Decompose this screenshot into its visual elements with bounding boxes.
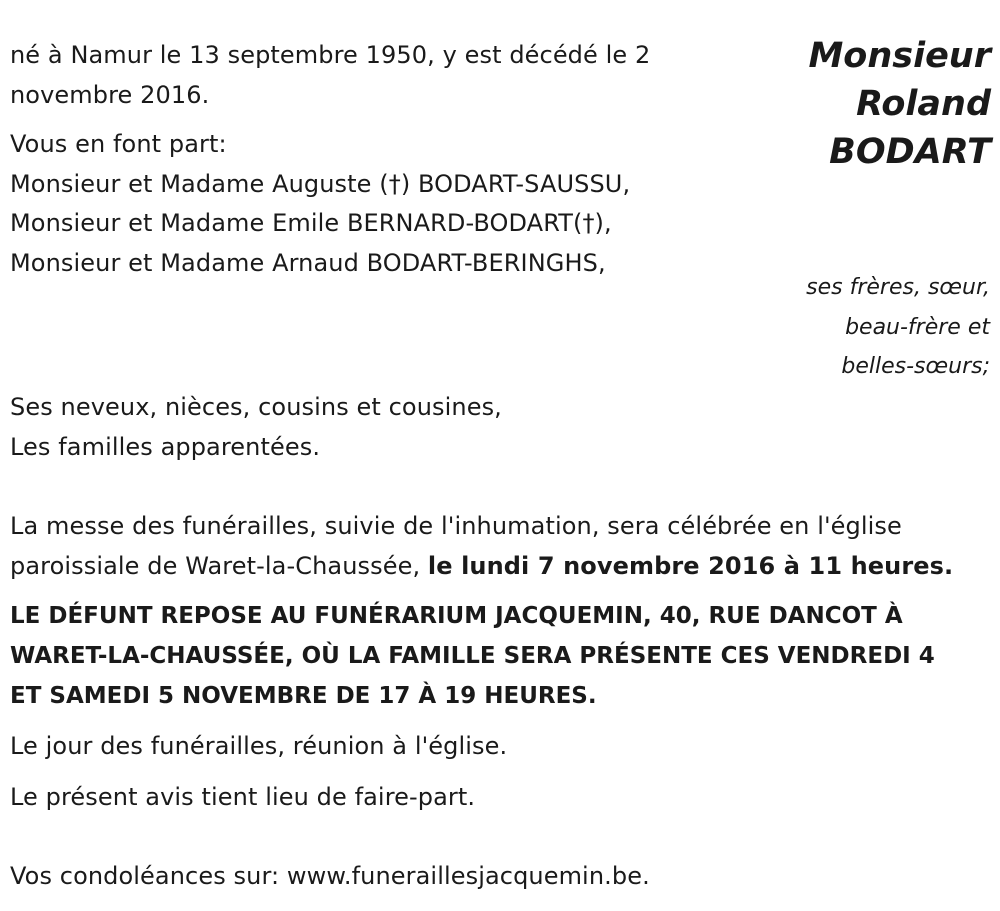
family-line-1: Monsieur et Madame Auguste (†) BODART-SAUSSU,	[10, 170, 631, 198]
visitation-line-1: LE DÉFUNT REPOSE AU FUNÉRARIUM JACQUEMIN, 40, RUE DANCOT À	[10, 603, 903, 629]
ceremony-line-2	[10, 550, 953, 582]
meeting-note: Le jour des funérailles, réunion à l'église.	[10, 732, 508, 760]
others-line-1: Ses neveux, nièces, cousins et cousines,	[10, 393, 502, 421]
relation-line-1: ses frères, sœur,	[806, 275, 990, 300]
ceremony-line-1: La messe des funérailles, suivie de l'inhumation, sera célébrée en l'église	[10, 512, 902, 540]
deceased-title: Monsieur	[808, 36, 991, 76]
relation-line-2: beau-frère et	[845, 315, 990, 340]
visitation-line-2: WARET-LA-CHAUSSÉE, OÙ LA FAMILLE SERA PRÉSENTE CES VENDREDI 4	[10, 643, 935, 669]
announcers-intro: Vous en font part:	[10, 130, 227, 158]
deceased-last-name: BODART	[829, 132, 991, 172]
family-line-2: Monsieur et Madame Emile BERNARD-BODART(†),	[10, 209, 612, 237]
birth-death-line-1: né à Namur le 13 septembre 1950, y est décédé le 2	[10, 41, 651, 69]
ceremony-location: paroissiale de Waret-la-Chaussée,	[10, 552, 428, 580]
condolences-note: Vos condoléances sur: www.funeraillesjacquemin.be.	[10, 862, 650, 890]
family-line-3: Monsieur et Madame Arnaud BODART-BERINGHS,	[10, 249, 606, 277]
others-line-2: Les familles apparentées.	[10, 433, 321, 461]
notice-note: Le présent avis tient lieu de faire-part.	[10, 783, 476, 811]
ceremony-date-time: le lundi 7 novembre 2016 à 11 heures.	[427, 552, 954, 580]
visitation-line-3: ET SAMEDI 5 NOVEMBRE DE 17 À 19 HEURES.	[10, 683, 597, 709]
birth-death-line-2: novembre 2016.	[10, 81, 210, 109]
relation-line-3: belles-sœurs;	[841, 354, 990, 379]
deceased-first-name: Roland	[856, 84, 991, 124]
